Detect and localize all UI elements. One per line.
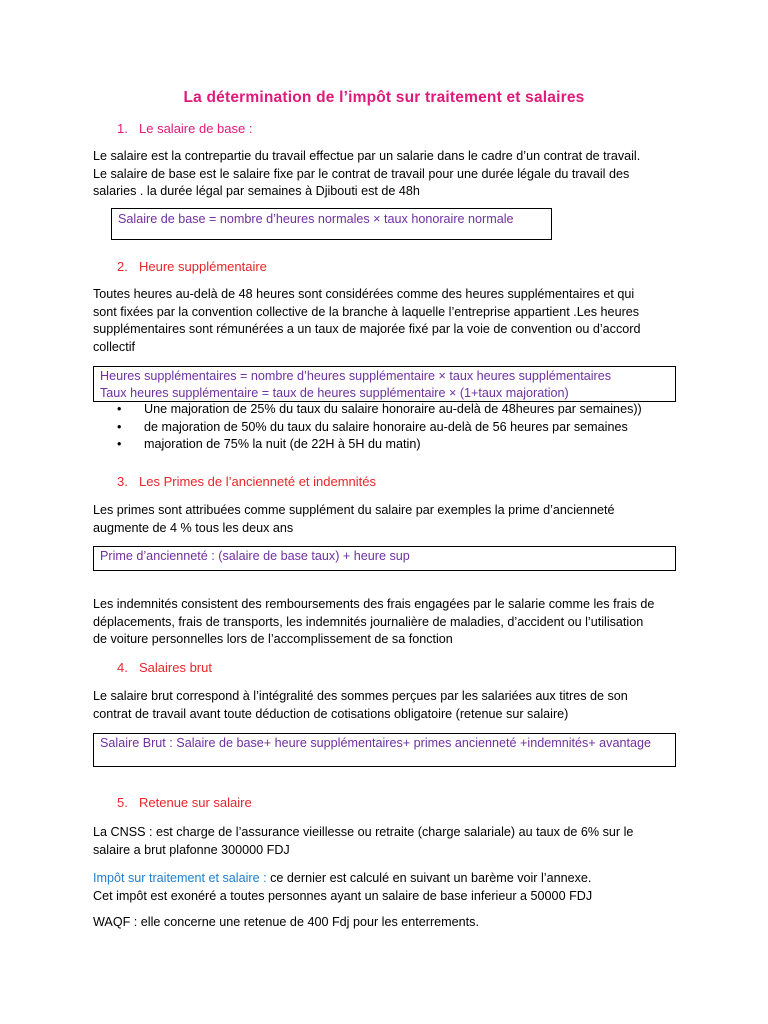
paragraph-line: Le salaire de base est le salaire fixe par le contrat de travail pour une durée légale du travail des: [93, 166, 630, 181]
section-3-heading: [117, 474, 376, 489]
paragraph-line: Le salaire brut correspond à l’intégralité des sommes perçues par les salariées aux titres de son: [93, 689, 628, 703]
formula-box-prime-anciennete: [93, 546, 676, 571]
list-item-text: Une majoration de 25% du taux du salaire honoraire au-delà de 48heures par semaines)): [144, 402, 642, 416]
impot-line: [93, 870, 673, 888]
section-1-title: Le salaire de base :: [139, 121, 253, 136]
paragraph-line: salaire a brut plafonne 300000 FDJ: [93, 842, 290, 857]
bullet-icon: •: [117, 437, 122, 451]
section-5-cnss-paragraph: [93, 824, 673, 859]
list-item: [117, 401, 642, 419]
paragraph-line: contrat de travail avant toute déduction de cotisations obligatoire (retenue sur salaire): [93, 706, 569, 721]
paragraph-line: supplémentaires sont rémunérées a un taux de majorée fixé par la voie de convention ou d’accord: [93, 322, 641, 336]
bullet-icon: •: [117, 419, 122, 434]
paragraph-line: sont fixées par la convention collective de la branche à laquelle l’entreprise appartient .Les heures: [93, 304, 640, 319]
section-2-heading: [117, 259, 267, 274]
list-item-text: de majoration de 50% du taux du salaire honoraire au-delà de 56 heures par semaines: [144, 419, 628, 434]
formula-line: Prime d’ancienneté : (salaire de base taux) + heure sup: [100, 549, 410, 563]
section-4-number: 4.: [117, 660, 128, 675]
bullet-icon: •: [117, 402, 122, 416]
impot-label: Impôt sur traitement et salaire :: [93, 871, 267, 885]
paragraph-line: collectif: [93, 339, 135, 354]
section-2-title: Heure supplémentaire: [139, 259, 267, 274]
majoration-list: [117, 401, 642, 454]
formula-box-salaire-base: [111, 208, 552, 240]
paragraph-line: Toutes heures au-delà de 48 heures sont considérées comme des heures supplémentaires et qui: [93, 287, 635, 301]
section-5-waqf-paragraph: [93, 914, 673, 932]
page-title: La détermination de l’impôt sur traitement et salaires: [183, 89, 585, 106]
section-4-title: Salaires brut: [139, 660, 212, 675]
paragraph-line: Les indemnités consistent des remboursements des frais engagées par le salarie comme les frais de: [93, 597, 655, 611]
section-2-paragraph: [93, 286, 673, 356]
section-1-heading: [117, 121, 252, 136]
list-item: [117, 419, 642, 437]
formula-box-salaire-brut: [93, 733, 676, 767]
section-3-title: Les Primes de l’ancienneté et indemnités: [139, 474, 377, 489]
impot-text: ce dernier est calculé en suivant un barème voir l’annexe.: [266, 871, 592, 885]
section-2-number: 2.: [117, 259, 128, 274]
paragraph-line: La CNSS : est charge de l’assurance vieillesse ou retraite (charge salariale) au taux de 6% sur le: [93, 825, 634, 839]
paragraph-line: Les primes sont attribuées comme supplément du salaire par exemples la prime d’ancienneté: [93, 503, 615, 517]
paragraph-line: salaries . la durée légal par semaines à Djibouti est de 48h: [93, 184, 420, 198]
paragraph-line: augmente de 4 % tous les deux ans: [93, 520, 294, 535]
section-4-paragraph: [93, 688, 673, 723]
section-4-heading: [117, 660, 212, 675]
section-3-paragraph: [93, 502, 673, 537]
section-5-title: Retenue sur salaire: [139, 795, 252, 810]
formula-line: Salaire de base = nombre d’heures normales × taux honoraire normale: [118, 212, 514, 226]
formula-line: Salaire Brut : Salaire de base+ heure supplémentaires+ primes ancienneté +indemnités+ avantage: [100, 736, 651, 750]
paragraph-line: déplacements, frais de transports, les indemnités journalière de maladies, d’accident ou l’utilisation: [93, 614, 644, 629]
formula-line: Taux heures supplémentaire = taux de heures supplémentaire × (1+taux majoration): [100, 386, 569, 400]
paragraph-line: Le salaire est la contrepartie du travail effectue par un salarie dans le cadre d’un contrat de travail.: [93, 149, 641, 163]
paragraph-line: de voiture personnelles lors de l’accomplissement de sa fonction: [93, 632, 453, 646]
section-5-heading: [117, 795, 252, 810]
paragraph-line: WAQF : elle concerne une retenue de 400 Fdj pour les enterrements.: [93, 915, 479, 929]
section-3-number: 3.: [117, 474, 128, 489]
section-5-impot-paragraph: [93, 870, 673, 905]
section-1-number: 1.: [117, 121, 128, 136]
section-3-indemnites-paragraph: [93, 596, 673, 649]
section-5-number: 5.: [117, 795, 128, 810]
paragraph-line: Cet impôt est exonéré a toutes personnes ayant un salaire de base inferieur a 50000 FDJ: [93, 888, 593, 903]
list-item: [117, 436, 642, 454]
list-item-text: majoration de 75% la nuit (de 22H à 5H du matin): [144, 437, 421, 451]
formula-box-heures-sup: [93, 366, 676, 402]
formula-line: Heures supplémentaires = nombre d’heures supplémentaire × taux heures supplémentaires: [100, 369, 612, 383]
section-1-paragraph: [93, 148, 673, 201]
